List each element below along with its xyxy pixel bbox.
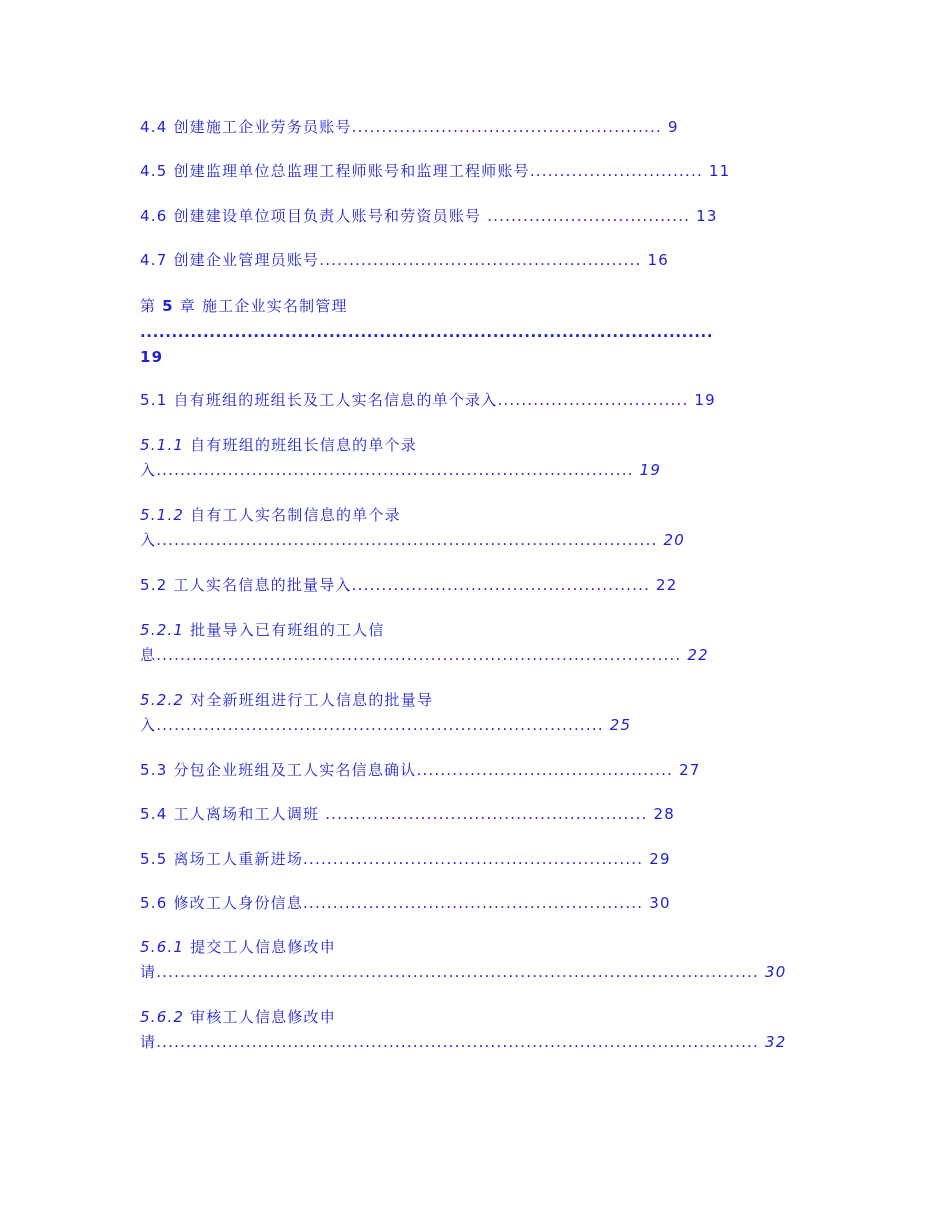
toc-entry-5-1-2-cont[interactable] <box>140 530 685 550</box>
toc-entry-5-5[interactable] <box>140 849 671 869</box>
toc-title: 自有班组的班组长及工人实名信息的单个录入 <box>173 391 498 409</box>
toc-page: 30 <box>764 963 787 981</box>
toc-leader: .................................. <box>481 207 691 225</box>
toc-title-cont: 请 <box>140 1033 157 1051</box>
toc-leader: ......................................................... <box>303 894 644 912</box>
toc-chapter-5[interactable] <box>140 296 348 316</box>
toc-entry-5-1-1[interactable] <box>140 435 417 455</box>
toc-title: 自有工人实名制信息的单个录 <box>190 506 401 524</box>
toc-title-cont: 入 <box>140 716 157 734</box>
toc-leader: ..................................................................................................... <box>156 1033 759 1051</box>
toc-number: 4.4 <box>140 118 168 136</box>
toc-entry-4-6[interactable] <box>140 206 718 226</box>
toc-title: 创建监理单位总监理工程师账号和监理工程师账号 <box>173 162 530 180</box>
toc-page: 32 <box>764 1033 787 1051</box>
chapter-page: 19 <box>140 348 164 366</box>
toc-number: 5.2 <box>140 576 168 594</box>
toc-title: 创建企业管理员账号 <box>173 251 320 269</box>
toc-entry-5-2-1-cont[interactable] <box>140 645 709 665</box>
toc-title: 分包企业班组及工人实名信息确认 <box>173 761 417 779</box>
toc-entry-5-6-2[interactable] <box>140 1007 336 1027</box>
toc-leader: ........................................................................................ <box>156 646 682 664</box>
toc-entry-4-4[interactable] <box>140 117 679 137</box>
toc-page: 29 <box>649 850 671 868</box>
toc-title: 对全新班组进行工人信息的批量导 <box>190 691 434 709</box>
toc-entry-5-6-2-cont[interactable] <box>140 1032 786 1052</box>
toc-title: 工人实名信息的批量导入 <box>173 576 352 594</box>
chapter-prefix: 第 <box>140 297 157 315</box>
toc-page: 13 <box>696 207 718 225</box>
toc-entry-5-2-2-cont[interactable] <box>140 715 631 735</box>
toc-entry-4-5[interactable] <box>140 161 730 181</box>
toc-entry-4-7[interactable] <box>140 250 669 270</box>
toc-entry-5-1-1-cont[interactable] <box>140 460 661 480</box>
toc-number: 5.1.1 <box>140 436 185 454</box>
toc-leader: ............................. <box>529 162 703 180</box>
toc-number: 4.7 <box>140 251 168 269</box>
toc-leader: .................................................. <box>351 576 651 594</box>
toc-page: 20 <box>663 531 685 549</box>
toc-leader: ................................................................................ <box>156 461 634 479</box>
toc-title: 批量导入已有班组的工人信 <box>190 621 385 639</box>
toc-page: 19 <box>694 391 716 409</box>
toc-title: 修改工人身份信息 <box>173 894 304 912</box>
toc-title: 创建建设单位项目负责人账号和劳资员账号 <box>173 207 482 225</box>
toc-entry-5-4[interactable] <box>140 804 675 824</box>
toc-entry-5-1-2[interactable] <box>140 505 401 525</box>
toc-page: 28 <box>653 805 675 823</box>
toc-title-cont: 入 <box>140 531 157 549</box>
toc-number: 5.5 <box>140 850 168 868</box>
toc-page: 22 <box>656 576 678 594</box>
toc-entry-5-2-1[interactable] <box>140 620 385 640</box>
chapter-leader: ........................................................................................... <box>140 323 714 341</box>
toc-leader: ......................................................... <box>303 850 644 868</box>
toc-number: 5.2.1 <box>140 621 185 639</box>
toc-entry-5-6[interactable] <box>140 893 671 913</box>
toc-title-cont: 入 <box>140 461 157 479</box>
toc-number: 5.6.1 <box>140 938 185 956</box>
toc-leader: ..................................................................................................... <box>156 963 759 981</box>
toc-page: 11 <box>708 162 731 180</box>
toc-leader: ........................................................................... <box>156 716 604 734</box>
toc-title: 自有班组的班组长信息的单个录 <box>190 436 417 454</box>
toc-entry-5-2-2[interactable] <box>140 690 433 710</box>
toc-page: 27 <box>679 761 701 779</box>
chapter-title: 施工企业实名制管理 <box>201 297 348 315</box>
toc-number: 5.1 <box>140 391 168 409</box>
toc-page: 25 <box>609 716 632 734</box>
toc-page: 22 <box>687 646 709 664</box>
toc-page: 19 <box>639 461 662 479</box>
toc-title: 审核工人信息修改申 <box>190 1008 336 1026</box>
toc-title-cont: 息 <box>140 646 157 664</box>
toc-entry-5-6-1[interactable] <box>140 937 336 957</box>
toc-number: 5.3 <box>140 761 168 779</box>
chapter-number: 5 <box>162 297 174 315</box>
toc-page: 30 <box>649 894 671 912</box>
toc-title: 创建施工企业劳务员账号 <box>173 118 352 136</box>
toc-leader: ................................ <box>497 391 689 409</box>
toc-leader: ...................................................... <box>319 251 642 269</box>
toc-leader: .................................................................................... <box>156 531 658 549</box>
toc-number: 4.6 <box>140 207 168 225</box>
chapter-suffix: 章 <box>179 297 196 315</box>
toc-number: 5.4 <box>140 805 168 823</box>
toc-number: 4.5 <box>140 162 168 180</box>
toc-leader: .................................................... <box>351 118 662 136</box>
toc-number: 5.1.2 <box>140 506 185 524</box>
toc-leader: ...................................................... <box>319 805 648 823</box>
toc-title: 离场工人重新进场 <box>173 850 304 868</box>
toc-leader: ........................................... <box>416 761 674 779</box>
toc-entry-5-3[interactable] <box>140 760 701 780</box>
toc-entry-5-6-1-cont[interactable] <box>140 962 786 982</box>
toc-entry-5-2[interactable] <box>140 575 678 595</box>
toc-title: 提交工人信息修改申 <box>190 938 336 956</box>
toc-title: 工人离场和工人调班 <box>173 805 320 823</box>
toc-page: 9 <box>667 118 679 136</box>
toc-page: 16 <box>647 251 669 269</box>
toc-title-cont: 请 <box>140 963 157 981</box>
toc-number: 5.6.2 <box>140 1008 185 1026</box>
toc-number: 5.6 <box>140 894 168 912</box>
toc-number: 5.2.2 <box>140 691 185 709</box>
toc-entry-5-1[interactable] <box>140 390 716 410</box>
